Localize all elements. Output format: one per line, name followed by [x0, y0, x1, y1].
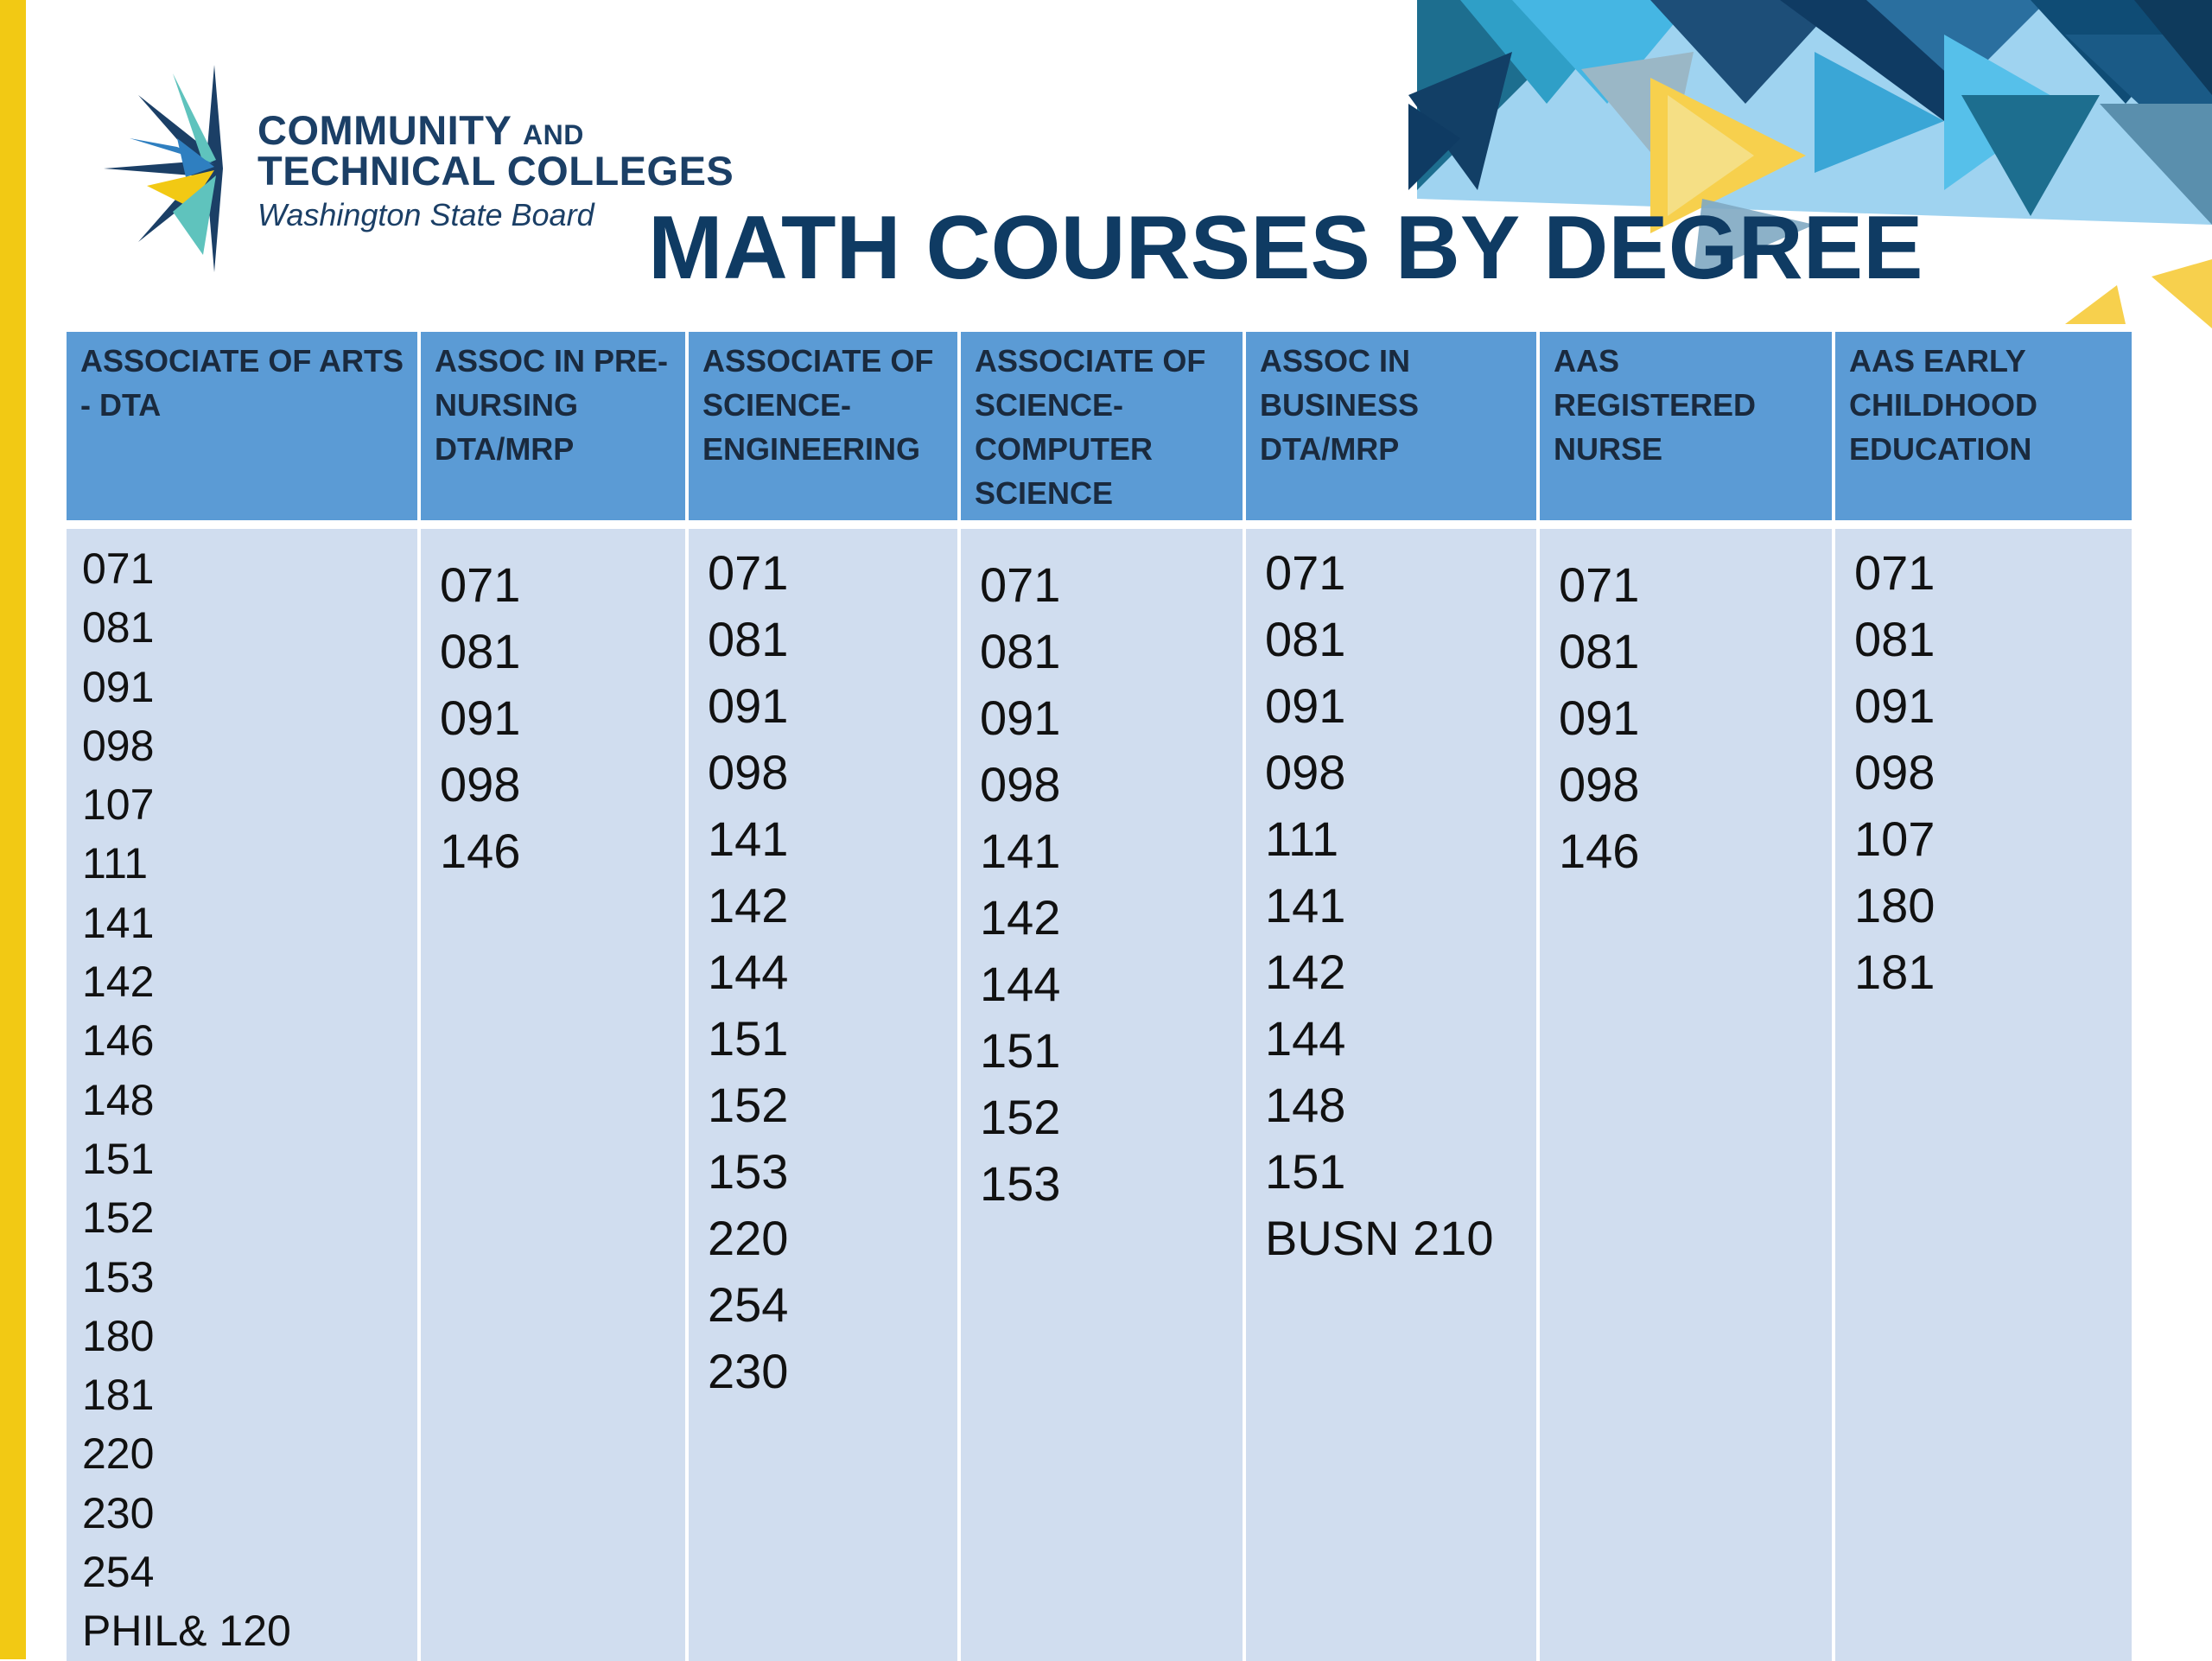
course-code: 098	[980, 757, 1061, 811]
course-code: 254	[82, 1548, 155, 1597]
course-code: 071	[1854, 545, 1936, 600]
course-code: 081	[440, 624, 521, 678]
course-code: 254	[708, 1277, 789, 1332]
course-code: 141	[1265, 878, 1346, 932]
course-code: 081	[1559, 624, 1640, 678]
course-code: 146	[82, 1016, 155, 1066]
course-code: 098	[708, 745, 789, 799]
course-list-cell	[1540, 529, 1835, 1661]
course-code: 220	[708, 1211, 789, 1265]
logo-text-technical-colleges: TECHNICAL COLLEGES	[257, 148, 734, 194]
course-list-cell	[421, 529, 689, 1661]
organization-logo	[104, 56, 743, 290]
course-code: 091	[980, 690, 1061, 745]
course-code: 152	[980, 1090, 1061, 1144]
course-code: 091	[440, 690, 521, 745]
course-code: 107	[82, 780, 155, 830]
course-code: 098	[440, 757, 521, 811]
course-code: 151	[980, 1023, 1061, 1078]
course-code: 181	[1854, 945, 1936, 999]
course-code: 081	[1265, 612, 1346, 666]
course-code: 142	[980, 890, 1061, 945]
course-code: 152	[82, 1193, 155, 1243]
course-code: 230	[708, 1344, 789, 1398]
column-header: ASSOCIATE OF ARTS - DTA	[67, 332, 421, 529]
course-code: 142	[1265, 945, 1346, 999]
course-list-cell	[1246, 529, 1540, 1661]
course-code: 071	[1559, 557, 1640, 612]
course-code: 081	[980, 624, 1061, 678]
course-code: 148	[82, 1075, 155, 1124]
course-code: 153	[82, 1252, 155, 1301]
course-code: 142	[708, 878, 789, 932]
course-code: 071	[708, 545, 789, 600]
course-code: PHIL& 120	[82, 1607, 291, 1656]
course-list-cell	[1835, 529, 2132, 1661]
column-header: ASSOC IN PRE-NURSING DTA/MRP	[421, 332, 689, 529]
course-code: 098	[1265, 745, 1346, 799]
course-code: 071	[980, 557, 1061, 612]
course-code: 151	[82, 1134, 155, 1183]
course-code: 081	[708, 612, 789, 666]
course-code: 180	[1854, 878, 1936, 932]
course-list-cell	[961, 529, 1246, 1661]
course-code: 111	[82, 839, 149, 888]
column-header: AAS REGISTERED NURSE	[1540, 332, 1835, 529]
course-code: 220	[82, 1429, 155, 1479]
course-code: 091	[82, 662, 155, 711]
course-code: 081	[82, 603, 155, 652]
starburst-logo-icon	[104, 56, 233, 290]
course-list-cell	[67, 529, 421, 1661]
column-header: AAS EARLY CHILDHOOD EDUCATION	[1835, 332, 2132, 529]
table-header-row	[67, 332, 2132, 529]
course-code: 153	[980, 1156, 1061, 1211]
course-code: 071	[440, 557, 521, 612]
page-title: MATH COURSES BY DEGREE	[648, 198, 1923, 298]
course-code: 107	[1854, 811, 1936, 866]
course-code: 071	[82, 544, 155, 593]
course-code: 071	[1265, 545, 1346, 600]
degree-courses-table	[67, 332, 2132, 1656]
course-code: 091	[1265, 678, 1346, 733]
course-code: BUSN 210	[1265, 1211, 1494, 1265]
course-code: 151	[708, 1011, 789, 1066]
course-code: 146	[1559, 824, 1640, 878]
left-accent-bar	[0, 0, 26, 1659]
course-code: 141	[708, 811, 789, 866]
course-code: 111	[1265, 811, 1339, 866]
course-code: 148	[1265, 1078, 1346, 1132]
course-code: 151	[1265, 1144, 1346, 1199]
course-code: 091	[708, 678, 789, 733]
course-code: 152	[708, 1078, 789, 1132]
course-code: 091	[1559, 690, 1640, 745]
course-code: 098	[82, 721, 155, 770]
course-code: 141	[980, 824, 1061, 878]
column-header: ASSOC IN BUSINESS DTA/MRP	[1246, 332, 1540, 529]
table-body-row	[67, 529, 2132, 1661]
course-code: 144	[1265, 1011, 1346, 1066]
course-code: 146	[440, 824, 521, 878]
course-code: 153	[708, 1144, 789, 1199]
course-list-cell	[689, 529, 961, 1661]
column-header: ASSOCIATE OF SCIENCE-COMPUTER SCIENCE	[961, 332, 1246, 529]
course-code: 144	[980, 957, 1061, 1011]
course-code: 144	[708, 945, 789, 999]
course-code: 181	[82, 1371, 155, 1420]
column-header: ASSOCIATE OF SCIENCE-ENGINEERING	[689, 332, 961, 529]
logo-text-state-board: Washington State Board	[257, 197, 594, 232]
course-code: 091	[1854, 678, 1936, 733]
course-code: 081	[1854, 612, 1936, 666]
course-code: 098	[1854, 745, 1936, 799]
course-code: 098	[1559, 757, 1640, 811]
course-code: 141	[82, 898, 155, 947]
course-code: 230	[82, 1488, 155, 1537]
course-code: 142	[82, 958, 155, 1007]
logo-text-community: COMMUNITY AND	[257, 107, 584, 153]
course-code: 180	[82, 1311, 155, 1360]
